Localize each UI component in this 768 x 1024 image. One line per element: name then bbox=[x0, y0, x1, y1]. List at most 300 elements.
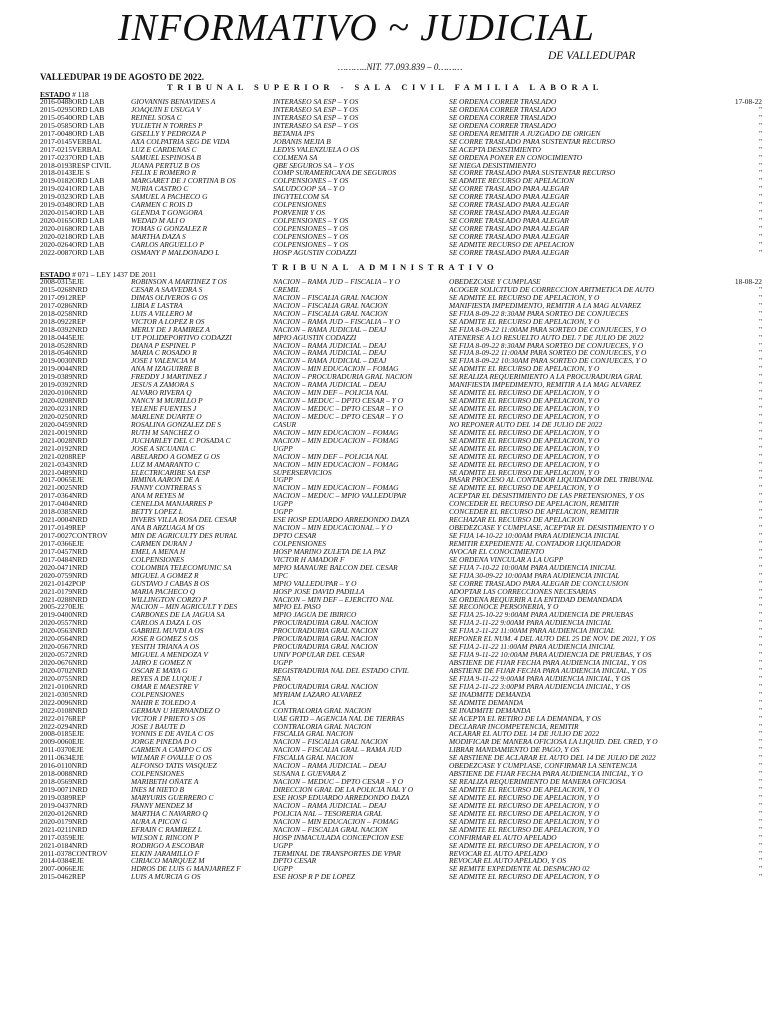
cell-demandante: GUSTAVO J CABAS B OS bbox=[131, 579, 210, 588]
cell-demandante: WEDAD M ALI O bbox=[131, 217, 185, 226]
cell-demandado: NACION – MIN EDUCACION – FOMAG bbox=[273, 428, 399, 437]
table-row bbox=[40, 857, 760, 865]
cell-fecha: " bbox=[758, 365, 762, 374]
cell-demandante: ALVARO RIVERA Q bbox=[131, 389, 192, 398]
table-row bbox=[40, 540, 760, 548]
cell-demandado: NACION – MIN EDUCACION – FOMAG bbox=[273, 436, 399, 445]
table-row bbox=[40, 865, 760, 873]
cell-demandado: COLMENA SA bbox=[273, 153, 318, 162]
cell-demandado: POLICIA NAL – TESORERIA GRAL bbox=[273, 809, 383, 818]
table-row bbox=[40, 635, 760, 643]
cell-demandante: COLPENSIONES bbox=[131, 555, 184, 564]
cell-radicado: 2017-0027CONTROV bbox=[40, 532, 108, 540]
cell-fecha: " bbox=[758, 603, 762, 612]
cell-demandante: NACION – MIN AGRICULT Y DES bbox=[131, 603, 238, 612]
cell-demandante: MERLY DE J RAMIREZ A bbox=[131, 325, 210, 334]
cell-fecha: " bbox=[758, 444, 762, 453]
cell-actuacion: SE ORDENA REMITIR A JUZGADO DE ORIGEN bbox=[449, 129, 601, 138]
cell-demandante: LUIS A VILLERO M bbox=[131, 309, 193, 318]
cell-fecha: " bbox=[758, 571, 762, 580]
cell-demandado: REGISTRADURIA NAL DEL ESTADO CIVIL bbox=[273, 666, 409, 675]
cell-fecha: " bbox=[758, 539, 762, 548]
cell-demandado: UGPP bbox=[273, 659, 293, 667]
cell-radicado: 2021-0211NRD bbox=[40, 825, 88, 834]
cell-actuacion: SE ADMITE EL RECURSO DE APELACION, Y O bbox=[449, 452, 600, 461]
cell-radicado: 2018-0143EJE S bbox=[40, 169, 90, 178]
cell-actuacion: OBEDEZCASE Y CUMPLASE, CONFIRMAR LA SENTENCIA bbox=[449, 762, 637, 771]
cell-fecha: " bbox=[758, 786, 762, 794]
cell-demandado: COLPENSIONES – Y OS bbox=[273, 240, 349, 249]
cell-fecha: " bbox=[758, 185, 762, 194]
cell-fecha: " bbox=[758, 738, 762, 747]
cell-demandante: ABELARDO A GOMEZ G OS bbox=[131, 452, 220, 461]
cell-demandado: MYRIAM LAZARO ALVAREZ bbox=[273, 690, 362, 699]
cell-fecha: " bbox=[758, 161, 762, 170]
table-row bbox=[40, 500, 760, 508]
cell-radicado: 2018-0258NRD bbox=[40, 309, 88, 318]
cell-actuacion: SE REMITE EXPEDIENTE AL DESPACHO 02 bbox=[449, 865, 590, 874]
cell-actuacion: SE ADMITE EL RECURSO DE APELACION, Y O bbox=[449, 801, 600, 810]
cell-demandante: ROSALINA GONZALEZ DE S bbox=[131, 420, 221, 429]
cell-actuacion: SE FIJA 2-11-22 9:00AM PARA AUDIENCIA INICIAL bbox=[449, 619, 612, 628]
cell-actuacion: SE ADMITE EL RECURSO DE APELACION, Y O bbox=[449, 825, 600, 834]
table-row bbox=[40, 146, 760, 154]
cell-radicado: 2019-0241ORD LAB bbox=[40, 185, 105, 194]
table-row bbox=[40, 445, 760, 453]
cell-actuacion: SE ADMITE EL RECURSO DE APELACION, Y O bbox=[449, 786, 600, 794]
cell-demandante: ANA M IZAGUIRRE B bbox=[131, 365, 199, 374]
cell-demandante: JOAQUIN E USUGA V bbox=[131, 105, 201, 114]
cell-fecha: " bbox=[758, 674, 762, 683]
cell-actuacion: SE ORDENA CORRER TRASLADO bbox=[449, 113, 557, 122]
cell-demandado: NACION – MIN DEF – POLICIA NAL bbox=[273, 389, 389, 398]
estado-label: ESTADO bbox=[40, 270, 71, 279]
cell-radicado: 2021-0179NRD bbox=[40, 587, 88, 596]
table-row bbox=[40, 818, 760, 826]
cell-radicado: 2022-0087ORD LAB bbox=[40, 248, 105, 257]
cell-radicado: 2018-0088NRD bbox=[40, 770, 88, 779]
cell-demandante: EFRAIN C RAMIREZ L bbox=[131, 825, 202, 834]
cell-demandante: SAMUEL A PACHECO G bbox=[131, 193, 208, 202]
cell-demandante: MARTHA C NAVARRO Q bbox=[131, 809, 208, 818]
cell-demandado: HOSP AGUSTIN CODAZZI bbox=[273, 248, 357, 257]
cell-actuacion: SE CORRE TRASLADO PARA ALEGAR bbox=[449, 248, 569, 257]
cell-fecha: " bbox=[758, 405, 762, 413]
cell-fecha: " bbox=[758, 873, 762, 882]
cell-radicado: 2021-0288NRD bbox=[40, 595, 88, 604]
cell-fecha: " bbox=[758, 762, 762, 771]
cell-actuacion: SE ADMITE EL RECURSO DE APELACION, Y O bbox=[449, 397, 600, 406]
cell-actuacion: SE ADMITE RECURSO DE APELACION bbox=[449, 240, 574, 249]
table-row bbox=[40, 611, 760, 619]
cell-actuacion: ABSTIENE DE FIJAR FECHA PARA AUDIENCIA INICIAL, Y OS bbox=[449, 659, 647, 667]
cell-radicado: 2022-0176REP bbox=[40, 714, 86, 723]
table-row bbox=[40, 516, 760, 524]
cell-fecha: " bbox=[758, 177, 762, 186]
table-row bbox=[40, 217, 760, 225]
cell-fecha: " bbox=[758, 833, 762, 842]
cell-fecha: " bbox=[758, 492, 762, 501]
cell-radicado: 2014-0384EJE bbox=[40, 857, 84, 866]
cell-demandante: RODRIGO A ESCOBAR bbox=[131, 841, 204, 850]
table-row bbox=[40, 201, 760, 209]
cell-demandado: NACION – RAMA JUD – FISCALIA – Y O bbox=[273, 278, 401, 286]
table-row bbox=[40, 225, 760, 233]
table-row bbox=[40, 596, 760, 604]
cell-actuacion: SE ACEPTA EL RETIRO DE LA DEMANDA, Y OS bbox=[449, 714, 601, 723]
cell-demandante: TOMAS G GONZALEZ R bbox=[131, 225, 208, 233]
table-row bbox=[40, 249, 760, 257]
cell-demandado: INTERASEO SA ESP – Y OS bbox=[273, 105, 359, 114]
cell-fecha: " bbox=[758, 508, 762, 517]
cell-demandante: WILLINGTON CORZO P bbox=[131, 595, 208, 604]
cell-demandante: LIBIA E LASTRA bbox=[131, 301, 183, 310]
table-row bbox=[40, 715, 760, 723]
cell-actuacion: SE ADMITE EL RECURSO DE APELACION, Y O bbox=[449, 484, 600, 493]
table-row bbox=[40, 318, 760, 326]
cell-actuacion: SE INADMITE DEMANDA bbox=[449, 706, 531, 715]
cell-demandado: SALUDCOOP SA – Y O bbox=[273, 185, 345, 194]
cell-fecha: " bbox=[758, 801, 762, 810]
cell-demandado: DIRECCION GRAL DE LA POLICIA NAL Y O bbox=[273, 786, 414, 794]
cell-demandado: COLPENSIONES – Y OS bbox=[273, 177, 349, 186]
cell-radicado: 2017-0237ORD LAB bbox=[40, 153, 105, 162]
cell-demandante: JOSE I VALENCIA M bbox=[131, 357, 196, 366]
cell-actuacion: SE ADMITE EL RECURSO DE APELACION, Y O bbox=[449, 389, 600, 398]
cell-actuacion: CONCEDER EL RECURSO DE APELACION, REMITIR bbox=[449, 508, 619, 517]
cell-demandante: AURA A PICON G bbox=[131, 817, 188, 826]
cell-fecha: " bbox=[758, 309, 762, 318]
cell-radicado: 2021-0025NRD bbox=[40, 484, 88, 493]
cell-actuacion: SE FIJA 9-11-22 9:00AM PARA AUDIENCIA INICIAL, Y OS bbox=[449, 674, 631, 683]
cell-demandado: NACION – MIN EDUCACIONAL – Y O bbox=[273, 524, 393, 533]
cell-demandante: COLPENSIONES bbox=[131, 690, 184, 699]
cell-demandado: NACION – MEDUC – DPTO CESAR – Y O bbox=[273, 778, 404, 787]
table-row bbox=[40, 580, 760, 588]
cell-fecha: " bbox=[758, 349, 762, 358]
cell-fecha: " bbox=[758, 659, 762, 667]
cell-radicado: 2018-0528NRD bbox=[40, 341, 88, 350]
cell-actuacion: ABSTIENE DE FIJAR FECHA PARA AUDIENCIA INICIAL, Y OS bbox=[449, 666, 647, 675]
cell-fecha: " bbox=[758, 389, 762, 398]
cell-demandante: ANA B ARZUAGA M OS bbox=[131, 524, 205, 533]
cell-actuacion: SE ORDENA REQUERIR A LA ENTIDAD DEMANDADA bbox=[449, 595, 623, 604]
cell-actuacion: SE ACEPTA DESISTIMIENTO bbox=[449, 145, 541, 154]
cell-fecha: " bbox=[758, 587, 762, 596]
table-row bbox=[40, 193, 760, 201]
cell-demandado: PROCURADURIA GRAL NACION bbox=[273, 635, 378, 644]
cell-fecha: " bbox=[758, 428, 762, 437]
cell-demandado: NACION – MIN EDUCACION – FOMAG bbox=[273, 460, 399, 469]
cell-demandante: NANCY M MURILLO P bbox=[131, 397, 203, 406]
cell-demandado: NACION – RAMA JUD – FISCALIA – Y O bbox=[273, 317, 401, 326]
cell-demandado: COLPENSIONES bbox=[273, 201, 326, 210]
cell-actuacion: RECHAZAR EL RECURSO DE APELACION bbox=[449, 516, 585, 525]
cell-radicado: 2020-0567NRD bbox=[40, 643, 88, 652]
cell-demandado: COMP SURAMERICANA DE SEGUROS bbox=[273, 169, 397, 178]
cell-actuacion: SE FIJA 2-11-22 11:00AM PARA AUDIENCIA INICIAL bbox=[449, 643, 615, 652]
cell-demandante: JOSE R GOMEZ S OS bbox=[131, 635, 198, 644]
table-row bbox=[40, 850, 760, 858]
cell-fecha: 17-08-22 bbox=[734, 98, 762, 106]
cell-demandante: INVERS VILLA ROSA DEL CESAR bbox=[131, 516, 237, 525]
cell-demandado: NACION – RAMA JUDICIAL – DEAJ bbox=[273, 341, 387, 350]
cell-fecha: " bbox=[758, 563, 762, 572]
cell-demandante: CENELDA MANJARRES P bbox=[131, 500, 213, 509]
cell-actuacion: MANIFIESTA IMPEDIMENTO, REMITIR A LA MAG ALVAREZ bbox=[449, 381, 641, 390]
table-row bbox=[40, 667, 760, 675]
cell-demandante: CIRIACO MARQUEZ M bbox=[131, 857, 205, 866]
cell-demandado: HOSP MARINO ZULETA DE LA PAZ bbox=[273, 547, 386, 556]
cell-demandado: UPC bbox=[273, 571, 288, 580]
cell-radicado: 2017-0145VERBAL bbox=[40, 137, 102, 146]
cell-actuacion: SE FIJA 14-10-22 10:00AM PARA AUDIENCIA INICIAL bbox=[449, 532, 620, 540]
cell-demandado: MPIO AGUSTIN CODAZZI bbox=[273, 333, 357, 342]
cell-demandado: COLPENSIONES – Y OS bbox=[273, 232, 349, 241]
table-row bbox=[40, 154, 760, 162]
cell-radicado: 2016-0488ORD LAB bbox=[40, 98, 105, 106]
cell-demandado: SENA bbox=[273, 674, 291, 683]
cell-demandado: FISCALIA GRAL NACION bbox=[273, 754, 354, 763]
cell-actuacion: ACLARAR EL AUTO DEL 14 DE JULIO DE 2022 bbox=[449, 730, 600, 739]
cell-demandado: ESE HOSP EDUARDO ARREDONDO DAZA bbox=[273, 793, 410, 802]
cell-radicado: 2018-0445EJE bbox=[40, 333, 84, 342]
cell-radicado: 2022-0096NRD bbox=[40, 698, 88, 707]
cell-radicado: 2015-0540ORD LAB bbox=[40, 113, 105, 122]
cell-fecha: " bbox=[758, 113, 762, 122]
cell-demandante: COLOMBIA TELECOMUNIC SA bbox=[131, 563, 232, 572]
cell-demandante: ROBINSON A MARTINEZ T OS bbox=[131, 278, 227, 286]
table-row bbox=[40, 762, 760, 770]
cell-demandante: DIMAS OLIVEROS G OS bbox=[131, 293, 208, 302]
cell-radicado: 2020-0676NRD bbox=[40, 659, 88, 667]
cell-radicado: 2021-0343NRD bbox=[40, 460, 88, 469]
cell-fecha: 18-08-22 bbox=[734, 278, 762, 286]
table-row bbox=[40, 98, 760, 106]
table-row bbox=[40, 130, 760, 138]
cell-actuacion: ACEPTAR EL DESISTIMIENTO DE LAS PRETENSIONES, Y OS bbox=[449, 492, 645, 501]
cell-demandante: MIGUEL A MENDOZA V bbox=[131, 651, 208, 660]
cell-fecha: " bbox=[758, 476, 762, 485]
cell-radicado: 2021-0019NRD bbox=[40, 428, 88, 437]
cell-demandado: HOSP INMACULADA CONCEPCION ESE bbox=[273, 833, 404, 842]
table-row bbox=[40, 707, 760, 715]
cell-actuacion: SE FIJA 2-11-22 11:00AM PARA AUDIENCIA INICIAL bbox=[449, 627, 615, 636]
cell-demandado: NACION – RAMA JUDICIAL – DEAJ bbox=[273, 357, 387, 366]
cell-demandado: COLPENSIONES – Y OS bbox=[273, 217, 349, 226]
cell-demandado: NACION – FISCALIA GRAL NACION bbox=[273, 738, 388, 747]
cell-demandante: FELIX E ROMERO R bbox=[131, 169, 197, 178]
table-row bbox=[40, 373, 760, 381]
cell-demandante: ANA M REYES M bbox=[131, 492, 185, 501]
cell-radicado: 2020-0759NRD bbox=[40, 571, 88, 580]
cell-actuacion: LIBRAR MANDAMIENTO DE PAGO, Y OS bbox=[449, 746, 580, 755]
cell-demandante: OSCAR E MAYA G bbox=[131, 666, 188, 675]
cell-demandado: INTERASEO SA ESP – Y OS bbox=[273, 113, 359, 122]
cell-demandante: MIGUEL A GOMEZ R bbox=[131, 571, 199, 580]
estado-number: # 118 bbox=[70, 90, 89, 99]
cell-demandado: NACION – MIN EDUCACION – FOMAG bbox=[273, 365, 399, 374]
cell-radicado: 2017-0912REP bbox=[40, 293, 86, 302]
cell-demandante: AXA COLPATRIA SEG DE VIDA bbox=[131, 137, 230, 146]
cell-demandante: FANNY MENDEZ M bbox=[131, 801, 193, 810]
cell-radicado: 2015-0462REP bbox=[40, 873, 86, 882]
cell-radicado: 2021-0489NRD bbox=[40, 468, 88, 477]
cell-fecha: " bbox=[758, 666, 762, 675]
table-row bbox=[40, 556, 760, 564]
cell-demandado: NACION – FISCALIA GRAL NACION bbox=[273, 309, 388, 318]
cell-demandante: LUZ E CARDENAS C bbox=[131, 145, 197, 154]
cell-fecha: " bbox=[758, 555, 762, 564]
cell-actuacion: ABSTIENE DE FIJAR FECHA PARA AUDIENCIA INICIAL, Y O bbox=[449, 770, 643, 779]
cell-actuacion: SE ORDENA VINCULAR A LA UGPP bbox=[449, 555, 564, 564]
cell-actuacion: AVOCAR EL CONOCIMIENTO bbox=[449, 547, 545, 556]
cell-fecha: " bbox=[758, 857, 762, 866]
table-superior bbox=[40, 98, 760, 257]
cell-actuacion: SE CORRE TRASLADO PARA ALEGAR bbox=[449, 225, 569, 233]
cell-radicado: 2020-0572NRD bbox=[40, 651, 88, 660]
cell-fecha: " bbox=[758, 153, 762, 162]
cell-demandado: INTERASEO SA ESP – Y OS bbox=[273, 121, 359, 130]
cell-demandante: COLPENSIONES bbox=[131, 770, 184, 779]
cell-radicado: 2011-0370EJE bbox=[40, 746, 84, 755]
cell-actuacion: SE FIJA 8-09-22 8:30AM PARA SORTEO DE CONJUECES, Y O bbox=[449, 341, 644, 350]
cell-fecha: " bbox=[758, 643, 762, 652]
cell-actuacion: ATENERSE A LO RESUELTO AUTO DEL 7 DE JULIO DE 2022 bbox=[449, 333, 644, 342]
cell-fecha: " bbox=[758, 145, 762, 154]
cell-demandado: UGPP bbox=[273, 508, 293, 517]
table-row bbox=[40, 588, 760, 596]
cell-fecha: " bbox=[758, 809, 762, 818]
table-row bbox=[40, 802, 760, 810]
cell-demandado: SUSANA L GUEVARA Z bbox=[273, 770, 346, 779]
table-row bbox=[40, 834, 760, 842]
cell-demandado: LEDYS VALENZUELA O OS bbox=[273, 145, 360, 154]
cell-demandado: NACION – MIN EDUCACION – FOMAG bbox=[273, 817, 399, 826]
cell-fecha: " bbox=[758, 397, 762, 406]
cell-actuacion: REMITIR EXPEDIENTE AL CONTADOR LIQUIDADOR bbox=[449, 539, 621, 548]
cell-demandante: CARLOS A DAZA L OS bbox=[131, 619, 202, 628]
table-row bbox=[40, 286, 760, 294]
cell-demandante: OSMANY P MALDONADO L bbox=[131, 248, 220, 257]
cell-actuacion: SE FIJA 2-11-22 3:00PM PARA AUDIENCIA INICIAL, Y OS bbox=[449, 682, 631, 691]
table-row bbox=[40, 770, 760, 778]
cell-fecha: " bbox=[758, 817, 762, 826]
cell-fecha: " bbox=[758, 682, 762, 691]
cell-radicado: 2020-0179NRD bbox=[40, 817, 88, 826]
cell-actuacion: SE CORRE TRASLADO PARA SUSTENTAR RECURSO bbox=[449, 137, 616, 146]
page-title: INFORMATIVO ~ JUDICIAL bbox=[118, 7, 595, 49]
cell-demandado: PROCURADURIA GRAL NACION bbox=[273, 643, 378, 652]
table-row bbox=[40, 310, 760, 318]
table-row bbox=[40, 794, 760, 802]
cell-radicado: 2011-0634EJE bbox=[40, 754, 84, 763]
cell-actuacion: SE ORDENA CORRER TRASLADO bbox=[449, 105, 557, 114]
cell-actuacion: SE FIJA 8-09-22 8:30AM PARA SORTEO DE CONJUECES bbox=[449, 309, 629, 318]
cell-demandante: HDROS DE LUIS G MANJARREZ F bbox=[131, 865, 241, 874]
cell-fecha: " bbox=[758, 357, 762, 366]
table-row bbox=[40, 532, 760, 540]
cell-radicado: 2017-0065EJE bbox=[40, 476, 84, 485]
cell-fecha: " bbox=[758, 516, 762, 525]
cell-demandante: MARTHA DAZA S bbox=[131, 232, 186, 241]
cell-fecha: " bbox=[758, 778, 762, 787]
cell-demandado: UGPP bbox=[273, 865, 293, 874]
cell-radicado: 2017-0149REP bbox=[40, 524, 86, 533]
cell-actuacion: SE ADMITE EL RECURSO DE APELACION, Y O bbox=[449, 809, 600, 818]
cell-radicado: 2020-0154ORD LAB bbox=[40, 209, 105, 218]
table-row bbox=[40, 114, 760, 122]
cell-radicado: 2017-0364NRD bbox=[40, 492, 88, 501]
cell-fecha: " bbox=[758, 381, 762, 390]
cell-demandado: INTERASEO SA ESP – Y OS bbox=[273, 98, 359, 106]
cell-radicado: 2017-0359EJE bbox=[40, 833, 84, 842]
cell-demandado: NACION – RAMA JUDICIAL – DEAJ bbox=[273, 381, 387, 390]
table-row bbox=[40, 122, 760, 130]
cell-demandado: NACION – FISCALIA GRAL NACION bbox=[273, 301, 388, 310]
cell-radicado: 2020-0168ORD LAB bbox=[40, 225, 105, 233]
cell-demandado: NACION – MIN DEF – EJERCITO NAL bbox=[273, 595, 394, 604]
cell-demandante: MARLENE DUARTE O bbox=[131, 412, 202, 421]
cell-demandante: MARIA PACHECO Q bbox=[131, 587, 196, 596]
cell-radicado: 2018-0385NRD bbox=[40, 508, 88, 517]
cell-actuacion: ADOPTAR LAS CORRECCIONES NECESARIAS bbox=[449, 587, 597, 596]
cell-fecha: " bbox=[758, 619, 762, 628]
cell-actuacion: SE ADMITE EL RECURSO DE APELACION, Y O bbox=[449, 293, 600, 302]
cell-demandante: RUTH M SANCHEZ O bbox=[131, 428, 200, 437]
cell-demandante: GIOVANNIS BENAVIDES A bbox=[131, 98, 216, 106]
cell-demandante: JORGE PINEDA D O bbox=[131, 738, 197, 747]
cell-actuacion: ACOGER SOLICITUD DE CORRECCION ARITMETICA DE AUTO bbox=[449, 285, 655, 294]
cell-radicado: 2015-0268NRD bbox=[40, 285, 88, 294]
cell-fecha: " bbox=[758, 865, 762, 874]
cell-actuacion: CONFIRMAR EL AUTO APELADO bbox=[449, 833, 557, 842]
cell-actuacion: SE ADMITE EL RECURSO DE APELACION, Y O bbox=[449, 436, 600, 445]
section-title-tribunal-superior: TRIBUNAL SUPERIOR - SALA CIVIL FAMILIA LABORAL bbox=[167, 82, 603, 92]
cell-demandante: FANNY CONTRERAS S bbox=[131, 484, 202, 493]
cell-fecha: " bbox=[758, 627, 762, 636]
table-row bbox=[40, 294, 760, 302]
cell-fecha: " bbox=[758, 373, 762, 382]
cell-demandante: CESAR A SAAVEDRA S bbox=[131, 285, 203, 294]
cell-demandante: SAMUEL ESPINOSA B bbox=[131, 153, 201, 162]
table-row bbox=[40, 842, 760, 850]
table-row bbox=[40, 357, 760, 365]
table-row bbox=[40, 572, 760, 580]
table-row bbox=[40, 278, 760, 286]
cell-radicado: 2015-0295ORD LAB bbox=[40, 105, 105, 114]
cell-demandado: UNIV POPULAR DEL CESAR bbox=[273, 651, 365, 660]
table-row bbox=[40, 508, 760, 516]
table-row bbox=[40, 389, 760, 397]
cell-actuacion: SE ADMITE EL RECURSO DE APELACION, Y O bbox=[449, 412, 600, 421]
cell-radicado: 2020-0106NRD bbox=[40, 389, 88, 398]
cell-radicado: 2020-0250NRD bbox=[40, 412, 88, 421]
cell-actuacion: SE RECONOCE PERSONERIA, Y O bbox=[449, 603, 559, 612]
table-row bbox=[40, 209, 760, 217]
cell-fecha: " bbox=[758, 248, 762, 257]
cell-radicado: 2019-0348ORD LAB bbox=[40, 201, 105, 210]
cell-actuacion: SE FIJA 7-10-22 10:00AM PARA AUDIENCIA INICIAL bbox=[449, 563, 616, 572]
table-row bbox=[40, 659, 760, 667]
table-row bbox=[40, 302, 760, 310]
cell-fecha: " bbox=[758, 201, 762, 210]
cell-actuacion: SE FIJA 9-11-22 10:00AM PARA AUDIENCIA DE PRUEBAS, Y OS bbox=[449, 651, 652, 660]
cell-radicado: 2021-0004NRD bbox=[40, 516, 88, 525]
cell-actuacion: SE ADMITE EL RECURSO DE APELACION, Y O bbox=[449, 468, 600, 477]
cell-actuacion: SE CORRE TRASLADO PARA ALEGAR bbox=[449, 193, 569, 202]
cell-actuacion: SE CORRE TRASLADO PARA ALEGAR bbox=[449, 232, 569, 241]
